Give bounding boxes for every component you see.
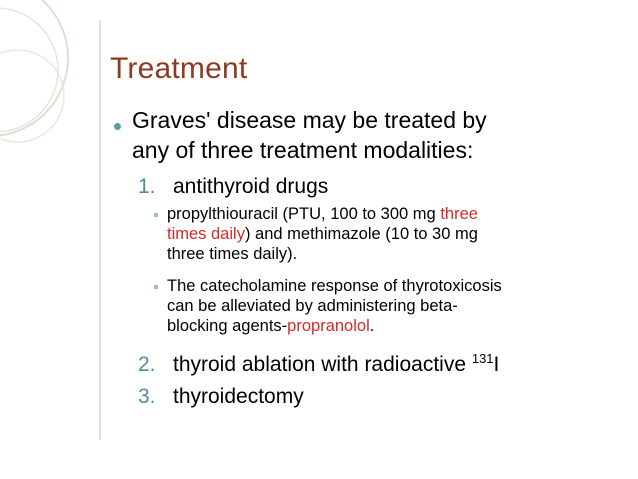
item-label: thyroid ablation with radioactive $^{131}$I <box>173 351 500 376</box>
sub-bullet-icon <box>154 213 158 217</box>
bullet-icon <box>114 123 121 130</box>
sub-item-line: blocking agents-propranolol. <box>167 317 375 335</box>
sub-item-line: times daily) and methimazole (10 to 30 mg <box>167 225 478 243</box>
item-number: 2. <box>138 353 156 376</box>
slide-title: Treatment <box>110 52 248 85</box>
intro-line-2: any of three treatment modalities: <box>132 137 474 163</box>
item-label: thyroidectomy <box>173 385 304 408</box>
intro-line-1: Graves' disease may be treated by <box>132 107 487 133</box>
item-number: 3. <box>138 385 156 408</box>
item-label: antithyroid drugs <box>173 175 329 198</box>
sub-item-line: The catecholamine response of thyrotoxicosis <box>167 277 502 295</box>
sub-item-line: can be alleviated by administering beta- <box>167 297 458 315</box>
sub-item-line: three times daily). <box>167 245 298 263</box>
sub-bullet-icon <box>154 285 158 289</box>
sub-item-line: propylthiouracil (PTU, 100 to 300 mg three <box>167 205 478 223</box>
item-number: 1. <box>138 175 156 198</box>
